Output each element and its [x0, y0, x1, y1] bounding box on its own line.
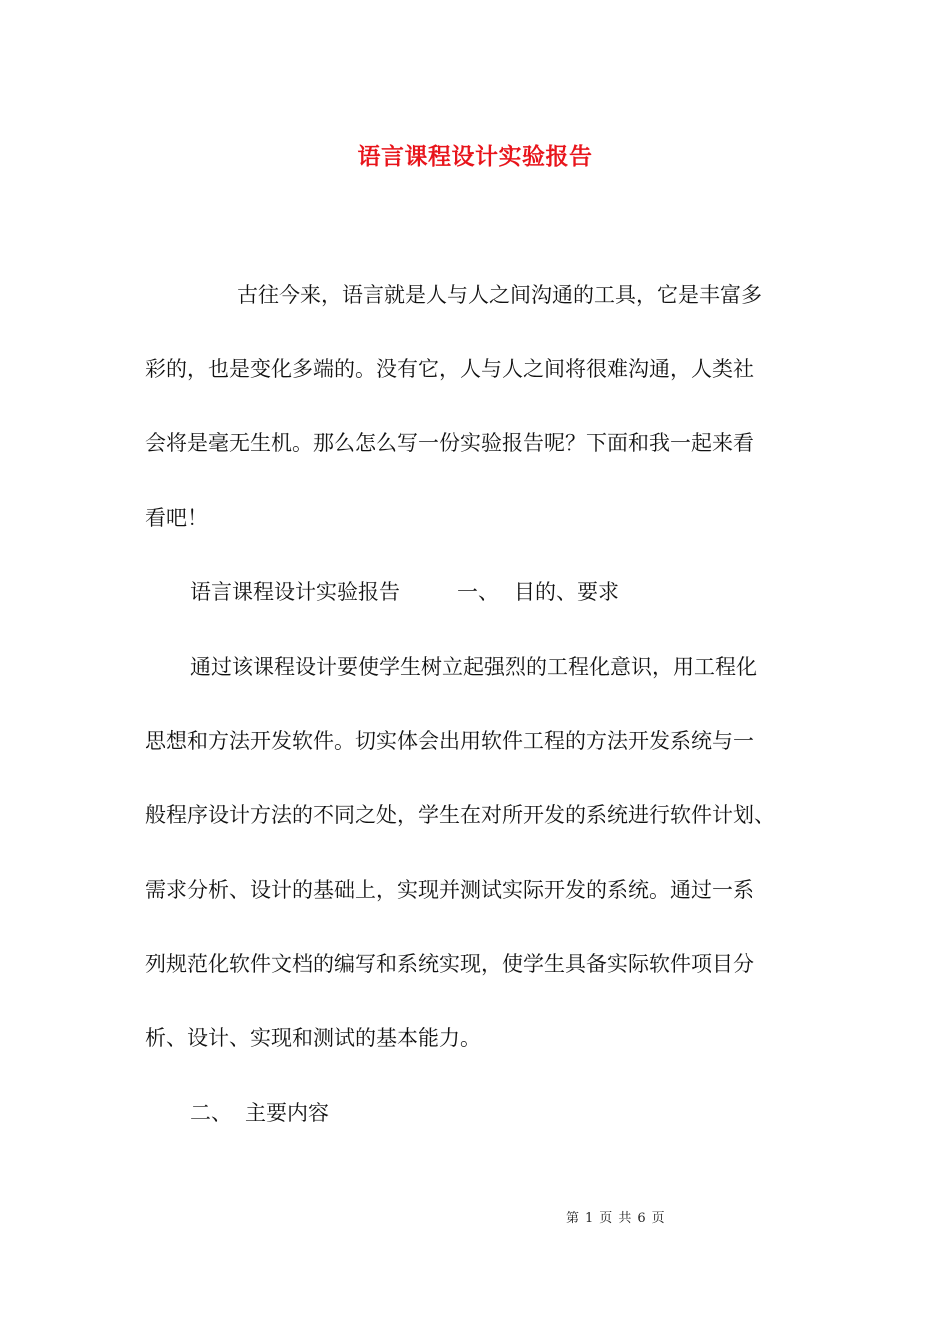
section-heading-2-number: 二、	[190, 1101, 232, 1125]
footer-label-gong: 共	[618, 1211, 632, 1226]
paragraph-2-line-2: 思想和方法开发软件。切实体会出用软件工程的方法开发系统与一	[145, 729, 754, 753]
paragraph-2-line-5: 列规范化软件文档的编写和系统实现，使学生具备实际软件项目分	[145, 952, 754, 976]
paragraph-2-line-4: 需求分析、设计的基础上，实现并测试实际开发的系统。通过一系	[145, 878, 754, 902]
footer-page-number: 1	[585, 1211, 594, 1226]
paragraph-1-line-3: 会将是毫无生机。那么怎么写一份实验报告呢？下面和我一起来看	[145, 431, 754, 455]
paragraph-1-line-2: 彩的，也是变化多端的。没有它，人与人之间将很难沟通，人类社	[145, 357, 754, 381]
page-footer	[566, 1207, 671, 1226]
section-heading-1-doc-title: 语言课程设计实验报告	[190, 580, 400, 604]
paragraph-2-line-1: 通过该课程设计要使学生树立起强烈的工程化意识，用工程化	[190, 655, 757, 679]
footer-label-ye-2: 页	[651, 1211, 665, 1226]
footer-label-di: 第	[566, 1211, 580, 1226]
paragraph-2-line-3: 般程序设计方法的不同之处，学生在对所开发的系统进行软件计划、	[145, 803, 775, 827]
footer-label-ye: 页	[599, 1211, 613, 1226]
footer-total-pages: 6	[637, 1211, 646, 1226]
paragraph-1-line-1: 古往今来，语言就是人与人之间沟通的工具，它是丰富多	[237, 283, 762, 307]
paragraph-2-line-6: 析、设计、实现和测试的基本能力。	[145, 1026, 481, 1050]
section-heading-2-text: 主要内容	[245, 1101, 329, 1125]
document-title: 语言课程设计实验报告	[357, 143, 593, 170]
paragraph-1-line-4: 看吧！	[145, 506, 208, 530]
section-heading-1-text: 目的、要求	[514, 580, 619, 604]
section-heading-1-number: 一、	[457, 580, 499, 604]
